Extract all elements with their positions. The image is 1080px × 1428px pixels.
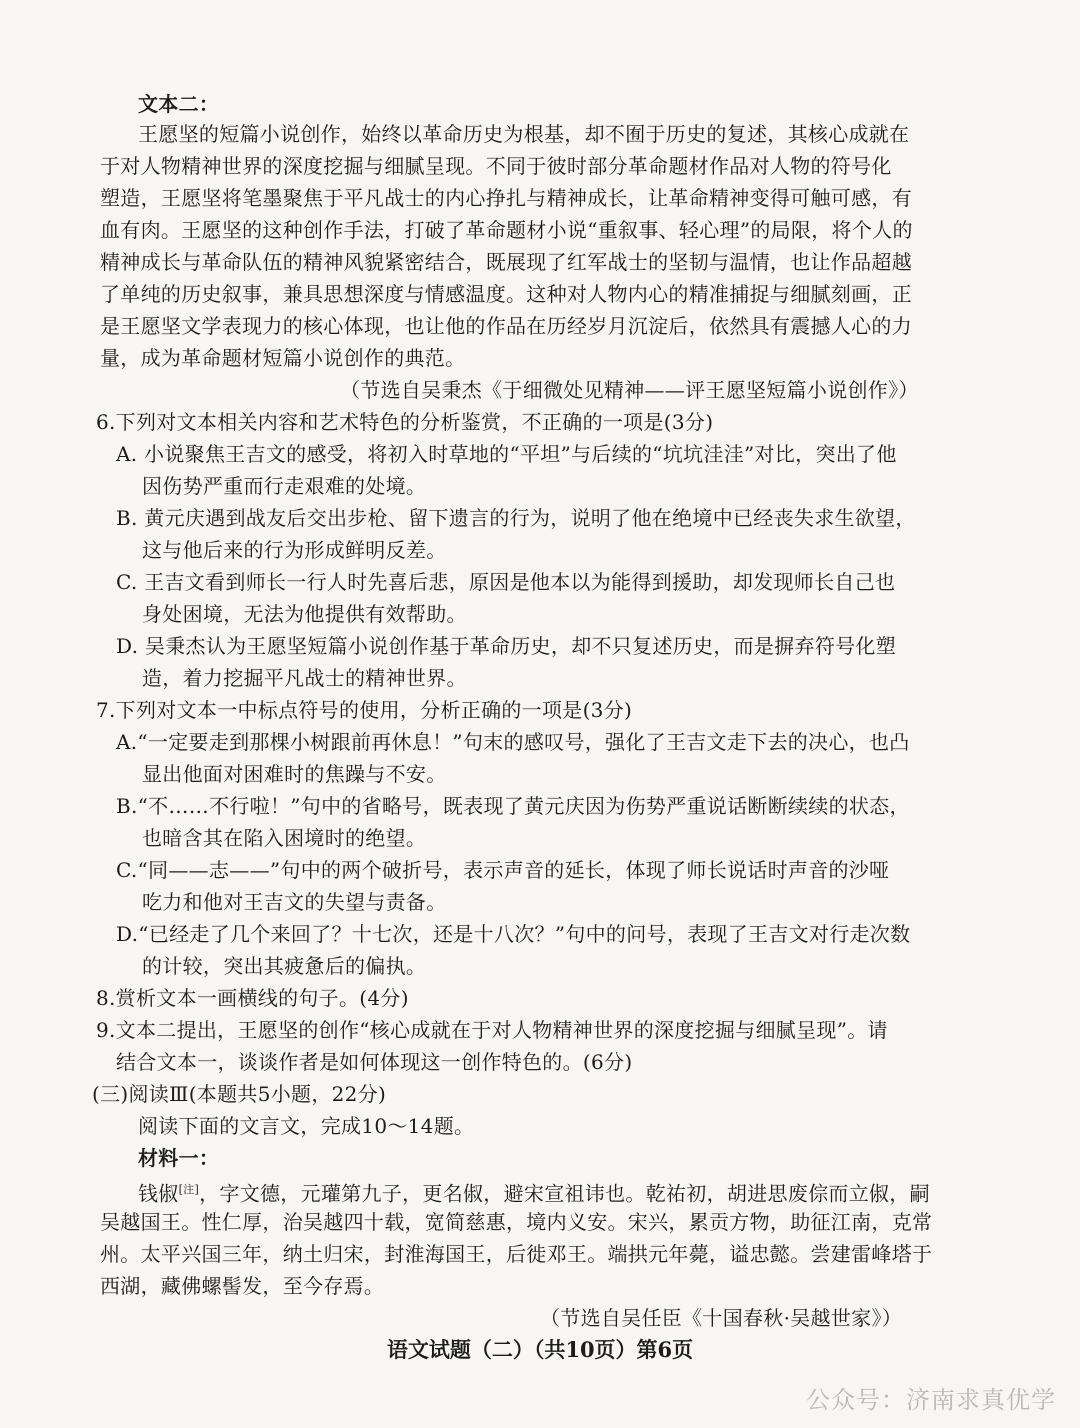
question-7-option-c-cont: 吃力和他对王吉文的失望与责备。	[142, 890, 447, 914]
question-6-option-b: B. 黄元庆遇到战友后交出步枪、留下遗言的行为，说明了他在绝境中已经丧失求生欲望，	[116, 506, 916, 530]
section-3-title: (三)阅读Ⅲ(本题共5小题，22分)	[92, 1082, 387, 1106]
material-1-name: 钱俶	[138, 1181, 179, 1206]
text2-line: 于对人物精神世界的深度挖掘与细腻呈现。不同于彼时部分革命题材作品对人物的符号化	[100, 154, 892, 178]
text2-line: 量，成为革命题材短篇小说创作的典范。	[100, 346, 466, 370]
material-1-text: ，字文德，元瓘第九子，更名俶，避宋宣祖讳也。乾祐初，胡进思废倧而立俶，嗣	[199, 1181, 930, 1206]
question-7-option-d-cont: 的计较，突出其疲惫后的偏执。	[142, 954, 427, 978]
watermark-text: 公众号：济南求真优学	[806, 1386, 1056, 1414]
page-footer: 语文试题（二）（共10页）第6页	[386, 1337, 694, 1362]
material-1-line: 西湖，藏佛螺髻发，至今存焉。	[100, 1274, 385, 1298]
question-6-option-a-cont: 因伤势严重而行走艰难的处境。	[142, 474, 427, 498]
text2-heading: 文本二：	[138, 92, 220, 116]
question-6-option-d-cont: 造，着力挖掘平凡战士的精神世界。	[142, 666, 467, 690]
material-1-line: 吴越国王。性仁厚，治吴越四十载，宽简慈惠，境内义安。宋兴，累贡方物，助征江南，克常	[100, 1210, 933, 1234]
note-marker: [注]	[178, 1183, 200, 1196]
material-1-heading: 材料一：	[138, 1146, 220, 1170]
question-6-option-b-cont: 这与他后来的行为形成鲜明反差。	[142, 538, 447, 562]
text2-line: 精神成长与革命队伍的精神风貌紧密结合，既展现了红军战士的坚韧与温情，也让作品超越	[100, 250, 912, 274]
text2-line: 塑造，王愿坚将笔墨聚焦于平凡战士的内心挣扎与精神成长，让革命精神变得可触可感，有	[100, 186, 912, 210]
question-9: 9.文本二提出，王愿坚的创作“核心成就在于对人物精神世界的深度挖掘与细腻呈现”。请	[96, 1018, 888, 1042]
text2-line: 王愿坚的短篇小说创作，始终以革命历史为根基，却不囿于历史的复述，其核心成就在	[138, 122, 910, 146]
question-7-option-c: C.“同——志——”句中的两个破折号，表示声音的延长，体现了师长说话时声音的沙哑	[116, 858, 890, 882]
text2-line: 了单纯的历史叙事，兼具思想深度与情感温度。这种对人物内心的精准捕捉与细腻刻画，正	[100, 282, 912, 306]
question-6-stem: 6.下列对文本相关内容和艺术特色的分析鉴赏，不正确的一项是(3分)	[96, 410, 714, 434]
question-7-stem: 7.下列对文本一中标点符号的使用，分析正确的一项是(3分)	[96, 698, 633, 722]
question-6-option-a: A. 小说聚焦王吉文的感受，将初入时草地的“平坦”与后续的“坑坑洼洼”对比，突出了他	[116, 442, 897, 466]
question-6-option-c: C. 王吉文看到师长一行人时先喜后悲，原因是他本以为能得到援助，却发现师长自己也	[116, 570, 896, 594]
question-7-option-a: A.“一定要走到那棵小树跟前再休息！”句末的感叹号，强化了王吉文走下去的决心，也凸	[116, 730, 910, 754]
text2-source: （节选自吴秉杰《于细微处见精神——评王愿坚短篇小说创作》）	[340, 378, 919, 402]
text2-line: 是王愿坚文学表现力的核心体现，也让他的作品在历经岁月沉淀后，依然具有震撼人心的力	[100, 314, 912, 338]
question-7-option-d: D.“已经走了几个来回了？十七次，还是十八次？”句中的问号，表现了王吉文对行走次数	[116, 922, 911, 946]
material-1-line	[138, 1174, 930, 1210]
question-6-option-d: D. 吴秉杰认为王愿坚短篇小说创作基于革命历史，却不只复述历史，而是摒弃符号化塑	[116, 634, 897, 658]
question-6-option-c-cont: 身处困境，无法为他提供有效帮助。	[142, 602, 467, 626]
question-9-cont: 结合文本一，谈谈作者是如何体现这一创作特色的。(6分)	[116, 1050, 633, 1074]
question-7-option-b: B.“不……不行啦！”句中的省略号，既表现了黄元庆因为伤势严重说话断断续续的状态，	[116, 794, 910, 818]
question-7-option-a-cont: 显出他面对困难时的焦躁与不安。	[142, 762, 447, 786]
question-7-option-b-cont: 也暗含其在陷入困境时的绝望。	[142, 826, 427, 850]
material-1-line: 州。太平兴国三年，纳土归宋，封淮海国王，后徙邓王。端拱元年薨，谥忠懿。尝建雷峰塔于	[100, 1242, 933, 1266]
material-1-source: （节选自吴任臣《十国春秋·吴越世家》）	[540, 1306, 903, 1330]
section-3-instruction: 阅读下面的文言文，完成10～14题。	[138, 1114, 475, 1138]
text2-line: 血有肉。王愿坚的这种创作手法，打破了革命题材小说“重叙事、轻心理”的局限，将个人的	[100, 218, 913, 242]
question-8: 8.赏析文本一画横线的句子。(4分)	[96, 986, 409, 1010]
